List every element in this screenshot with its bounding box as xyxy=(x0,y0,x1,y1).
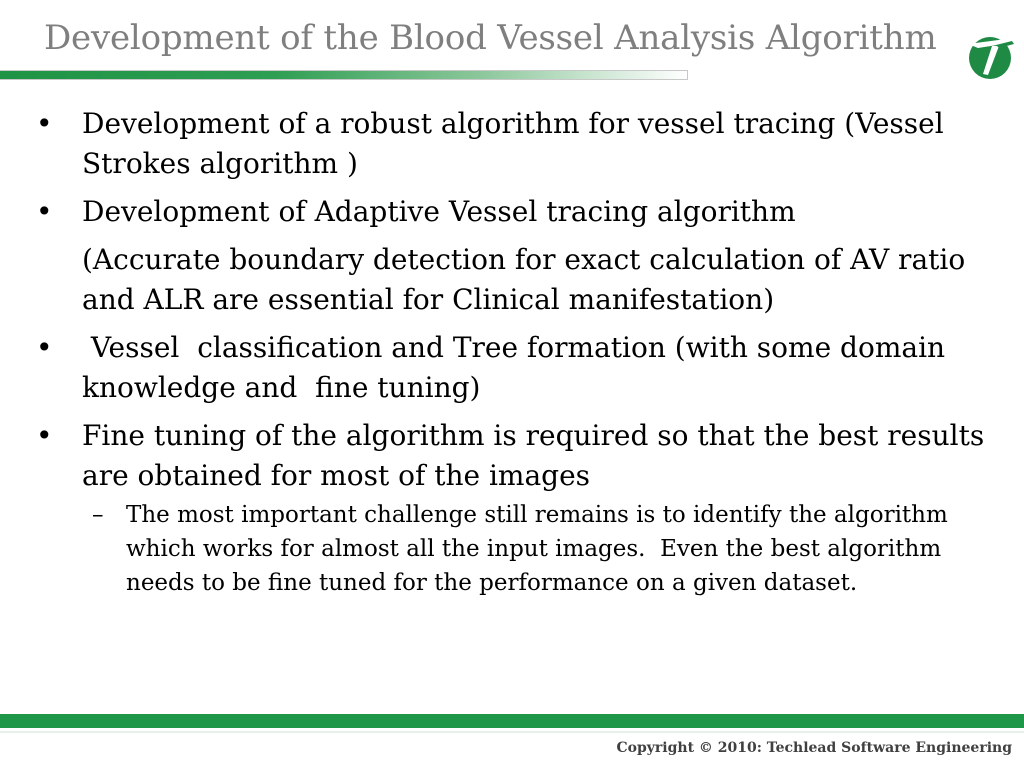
title-underline-bar xyxy=(0,70,688,80)
bullet-item xyxy=(36,192,986,232)
bullet-text: Development of a robust algorithm for vessel tracing (Vessel Strokes algorithm ) xyxy=(82,107,944,180)
bullet-mark: • xyxy=(36,331,53,364)
footer-green-band xyxy=(0,714,1024,728)
bullet-continuation xyxy=(36,240,986,320)
sub-bullet-text: The most important challenge still remains is to identify the algorithm which works for almost all the input images. Even the best algorithm needs to be fine tuned for the performance on a given dataset. xyxy=(126,502,956,596)
bullet-item xyxy=(36,328,986,408)
bullet-mark: • xyxy=(36,195,53,228)
techlead-logo-icon xyxy=(966,30,1016,82)
continuation-text: (Accurate boundary detection for exact calculation of AV ratio and ALR are essential for Clinical manifestation) xyxy=(82,243,966,316)
sub-bullet-item xyxy=(36,498,986,600)
bullet-text: Vessel classification and Tree formation (with some domain knowledge and fine tuning) xyxy=(82,331,954,404)
slide-title: Development of the Blood Vessel Analysis Algorithm xyxy=(44,18,937,58)
footer-divider xyxy=(0,731,1024,733)
slide-body xyxy=(36,104,986,600)
bullet-text: Development of Adaptive Vessel tracing algorithm xyxy=(82,195,796,228)
bullet-mark: • xyxy=(36,107,53,140)
bullet-mark: • xyxy=(36,419,53,452)
copyright-text: Copyright © 2010: Techlead Software Engineering xyxy=(616,740,1012,756)
bullet-item xyxy=(36,416,986,496)
bullet-text: Fine tuning of the algorithm is required so that the best results are obtained for most of the images xyxy=(82,419,985,492)
bullet-item xyxy=(36,104,986,184)
sub-bullet-mark: – xyxy=(92,502,104,528)
